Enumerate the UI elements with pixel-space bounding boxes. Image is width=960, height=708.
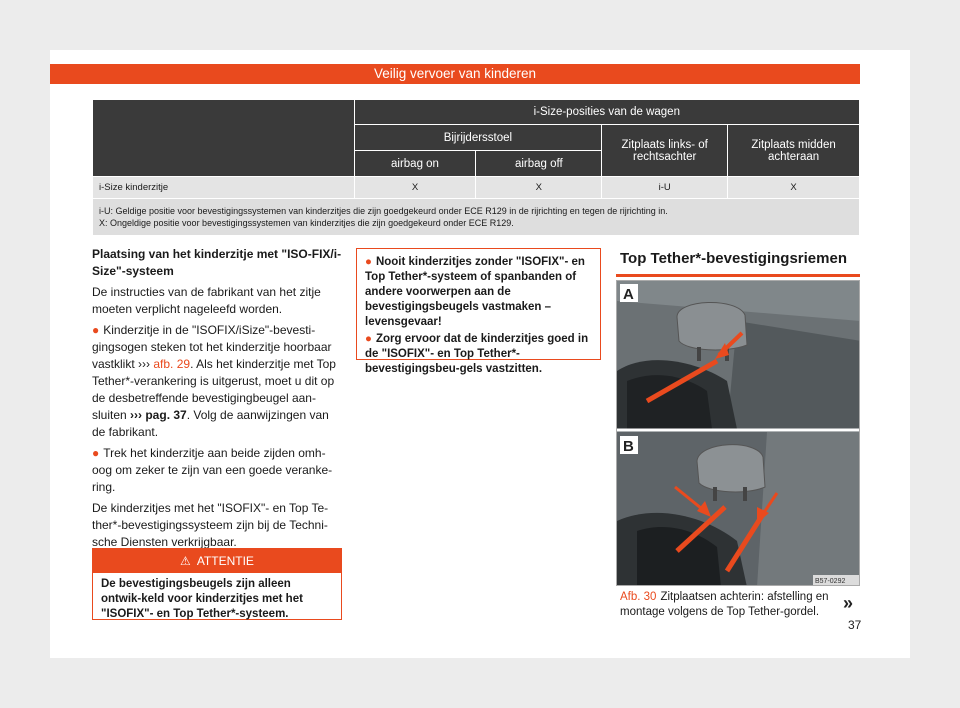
isize-table	[92, 99, 860, 236]
header-outer-rear: Zitplaats links- of rechtsachter	[602, 125, 728, 177]
note-iu: i-U: Geldige positie voor bevestigingssystemen van kinderzitjes die zijn goedgekeurd onder ECE R129 in de rijrichting en tegen de rijrichting in.	[99, 206, 668, 216]
bullet-1: ● Kinderzitje in de "ISOFIX/iSize"-bevesti-gingsogen steken tot het kinderzitje hoorbaar vastklikt ››› afb. 29. Als het kinderzitje met Top Tether*-verankering is uitgerust, moet u dit op de desbetreffende bevestigingbeugel aan-sluiten ››› pag. 37. Volg de aanwijzingen van de fabrikant.	[92, 323, 336, 439]
continued-icon: »	[843, 593, 854, 613]
caption-text: Zitplaatsen achterin: afstelling en montage volgens de Top Tether-gordel.	[620, 591, 829, 618]
panel-label-b: B	[623, 438, 634, 455]
car-seat-illustration	[617, 281, 860, 586]
page-link[interactable]: ››› pag. 37	[130, 408, 187, 422]
table-row	[93, 177, 860, 199]
bullet-icon: ●	[92, 446, 100, 460]
warning-box	[92, 548, 342, 620]
bullet-icon: ●	[365, 333, 372, 345]
warning-bullet-2: ● Zorg ervoor dat de kinderzitjes goed in de "ISOFIX"- en Top Tether*-bevestigingsbeu-gels vastzitten.	[365, 333, 589, 375]
page-number: 37	[848, 618, 862, 632]
bullet-icon: ●	[365, 256, 372, 268]
intro-text: De instructies van de fabrikant van het zitje moeten verplicht nageleefd worden.	[92, 285, 321, 316]
note-x: X: Ongeldige positie voor bevestigingssystemen van kinderzitjes die zijn goedgekeurd onder ECE R129.	[99, 218, 514, 228]
warning-text: De bevestigingsbeugels zijn alleen ontwik-keld voor kinderzitjes met het "ISOFIX"- en Top Tether*-systeem.	[101, 578, 303, 620]
row-label: i-Size kinderzitje	[93, 177, 355, 199]
warning-header: ⚠ ATTENTIE	[93, 549, 341, 573]
header-passenger-seat: Bijrijdersstoel	[354, 125, 602, 151]
cell-outer-rear: i-U	[602, 177, 728, 199]
header-airbag-off: airbag off	[476, 151, 602, 177]
header-middle-rear: Zitplaats midden achteraan	[728, 125, 860, 177]
warning-continued-box	[356, 248, 601, 375]
table-corner	[93, 100, 355, 177]
panel-label-a: A	[623, 286, 634, 303]
caption-figure-number: Afb. 30	[620, 591, 657, 603]
chapter-banner: Veilig vervoer van kinderen	[50, 64, 860, 84]
table-main-header: i-Size-posities van de wagen	[354, 100, 859, 125]
figure-illustration	[616, 280, 860, 586]
cell-airbag-on: X	[354, 177, 476, 199]
paragraph-3: De kinderzitjes met het "ISOFIX"- en Top Te-ther*-bevestigingssysteem zijn bij de Techni-sche Diensten verkrijgbaar.	[92, 501, 329, 549]
figure-section-title: Top Tether*-bevestigingsriemen	[616, 250, 860, 277]
cell-airbag-off: X	[476, 177, 602, 199]
left-column	[92, 246, 342, 551]
header-airbag-on: airbag on	[354, 151, 476, 177]
bullet-icon: ●	[92, 323, 100, 337]
figure-code: B57-0292	[815, 578, 846, 585]
figure-link[interactable]: afb. 29	[153, 357, 191, 371]
warning-bullet-1: ● Nooit kinderzitjes zonder "ISOFIX"- en Top Tether*-systeem of spanbanden of andere voorwerpen aan de bevestigingsbeugels vastmaken – levensgevaar!	[365, 256, 585, 328]
section-heading: Plaatsing van het kinderzitje met "ISO-FIX/i-Size"-systeem	[92, 247, 342, 278]
warning-triangle-icon: ⚠	[180, 554, 191, 568]
cell-middle-rear: X	[728, 177, 860, 199]
figure-caption	[620, 590, 850, 620]
bullet-2: ● Trek het kinderzitje aan beide zijden omh-oog om zeker te zijn van een goede veranke-ring.	[92, 446, 333, 494]
table-notes	[93, 199, 860, 236]
